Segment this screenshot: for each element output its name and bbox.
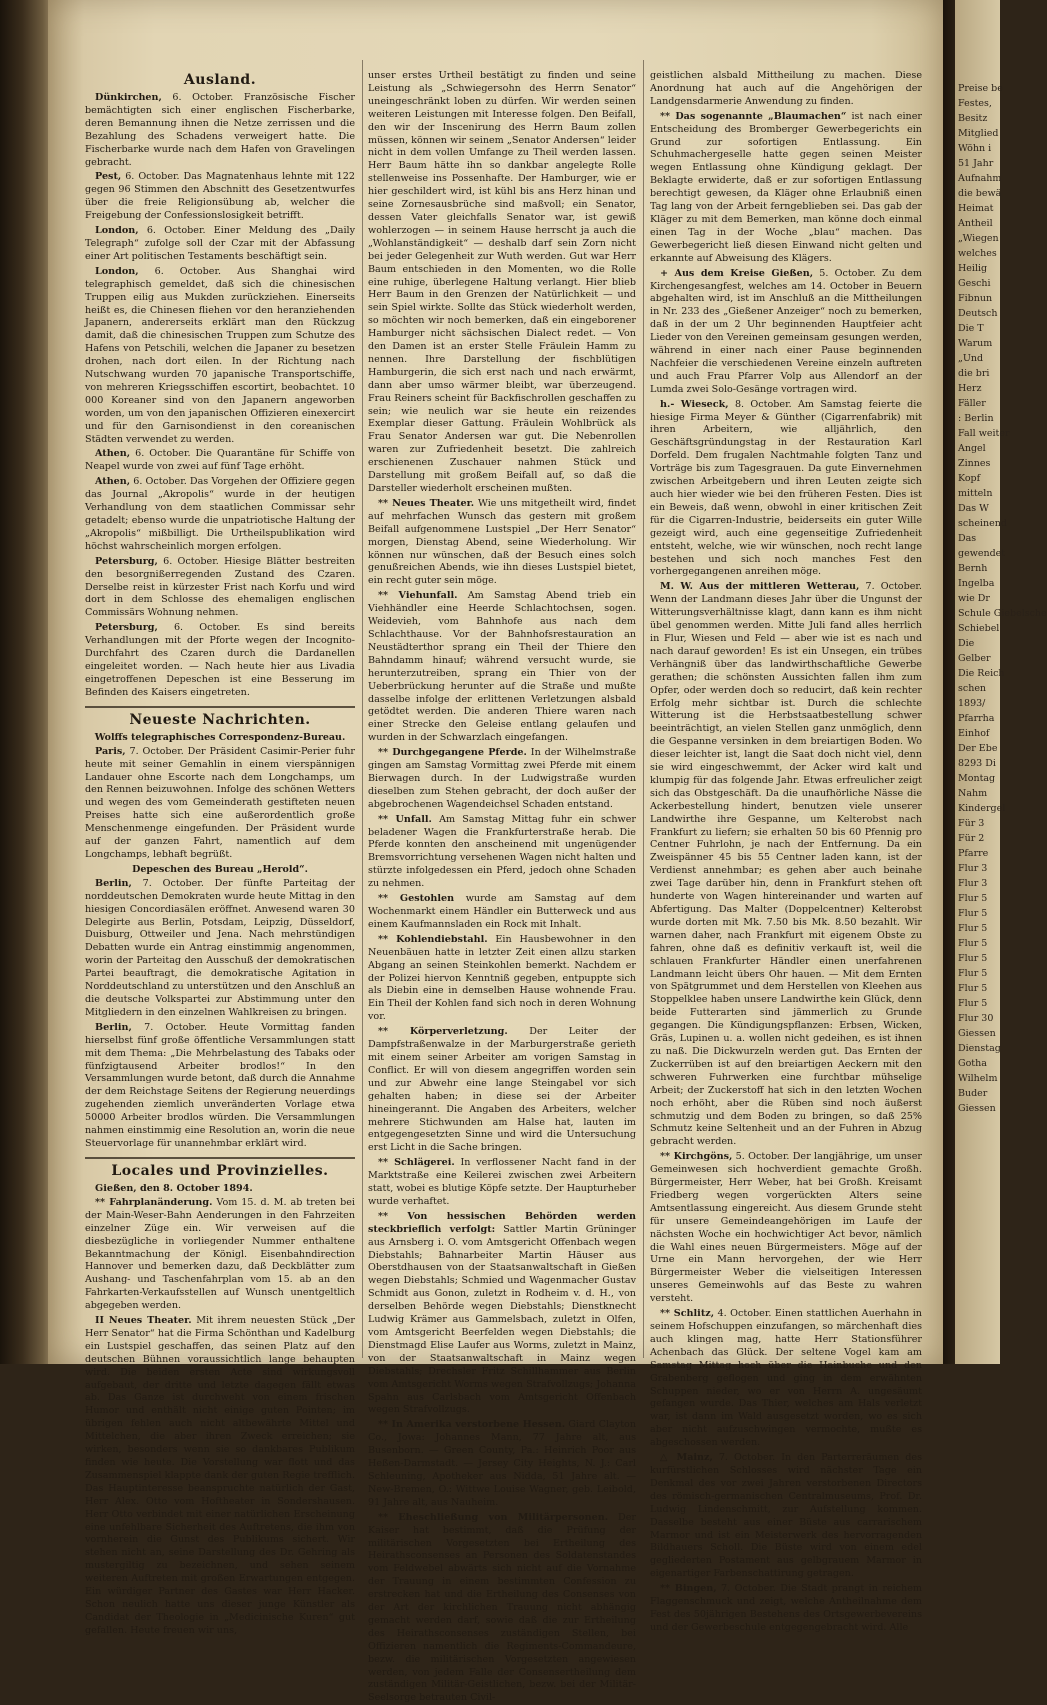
article-text: 7. October. Die Stadt prangt in reichem Flaggenschmuck und zeigt, welche Antheilnahme dem Fest des 50jährigen Bestehens des Ortsgewerbevereins und der Gewerbeschule entgegengebracht wird. Alle [650,1583,922,1633]
article-text: 6. October. Französische Fischer bemächtigten sich einer englischen Fischerbarke, deren Bemannung ihnen die Netze zerrissen und die Bezahlung des Schadens verweigert hatte. Die Fischerbarke wurde nach dem Hafen von Gravelingen gebracht. [85,92,355,168]
article-paragraph [85,878,355,1020]
article-lead: ** Schlitz, [660,1308,715,1320]
article-paragraph [368,814,636,891]
article-lead: ** Eheschließung von Militärpersonen. [378,1511,609,1523]
facing-page-fragment: Besitz [958,113,988,124]
facing-page-fragment: gewendet [958,548,1006,559]
facing-page-fragment: Gelber [958,653,991,664]
article-paragraph [650,581,922,1149]
article-text: Sattler Martin Grüninger aus Arnsberg i. O. vom Amtsgericht Offenbach wegen Diebstahls; Bahnarbeiter Martin Häuser aus Oberstdhausen von der Staatsanwaltschaft in Gießen wegen Diebstahls; Schmied und Wagenmacher Gustav Schmidt aus Gonon, zuletzt in Rodheim v. d. H., von derselben Behörde wegen Diebstahls; Dienstknecht Ludwig Krämer aus Gammelsbach, zuletzt in Olfen, vom Amtsgericht Beerfelden wegen Diebstahls; die Dienstmagd Elise Laufer aus Worms, zuletzt in Mainz, von der Staatsanwaltschaft in Mainz wegen Diebstahls; Drechsler Fritz Schillhammer aus Berlin vom Amtsgericht Worms wegen Strafvollzugs; Johanna Spahn aus Carlsbach vom Amtsgericht Offenbach wegen Strafvollzugs. [368,1223,636,1416]
article-text: 7. October. Der Präsident Casimir-Perier fuhr heute mit seiner Gemahlin in einem vierspännigen Landauer ohne Escorte nach dem Longchamps, um den Rennen beizuwohnen. Infolge des schönen Wetters und wegen des vom Gemeinderath gestifteten neuen Preises hatte sich eine außerordentlich große Menschenmenge eingefunden. Der Präsident wurde auf der ganzen Fahrt, namentlich auf dem Longchamps, lebhaft begrüßt. [85,745,355,860]
article-paragraph [650,399,922,580]
article-paragraph [85,1315,355,1638]
article-text: 7. October. Wenn der Landmann dieses Jahr über die Ungunst der Witterungsverhältnisse klagt, dann kann es ihm nicht übel genommen werden. Mitte Juli fand alles herrlich in Flur, Wiesen und Feld — aber wie ist es nach und nach darauf geworden! Es ist ein Unsegen, ein trübes Verhängniß über das landwirthschaftliche Gewerbe gerathen; die schönsten Aussichten fallen ihm zum Opfer, oder werden doch so reducirt, daß kein rechter Erfolg mehr sichtbar ist. Durch die schlechte Witterung ist die Herbstsaatbestellung schwer beeinträchtigt, an vielen Stellen ganz unmöglich, denn die Gespanne versinken in dem breiartigen Boden. Wo dieser leichter ist, langt die Saat doch nicht viel, denn sie wird eingeschwemmt, der Acker wird kalt und klumpig für das folgende Jahr. Etwas erfreulicher zeigt sich das Obstgeschäft. Da die unaufhörliche Nässe die Ackerbestellung hindert, benutzen viele unserer Landwirthe ihre Gespanne, um Kelterobst nach Frankfurt zu liefern; sie erhalten 50 bis 60 Pfennig pro Centner Fuhrlohn, je nach der Entfernung. Da ein Zweispänner 45 bis 55 Centner laden kann, ist der Verdienst annehmbar; es gehen aber auch beinahe zwei Tage darüber hin, denn in Frankfurt stehen oft hunderte von Wagen hintereinander und warten auf Abfertigung. Das Malter (Doppelcentner) Kelterobst wurde dorten mit Mk. 7.50 bis Mk. 8.50 bezahlt. Wir warnen daher, nach Frankfurt mit eigenem Obste zu fahren, ohne daß es definitiv verkauft ist, weil die schlauen Frankfurter Händler einen unerfahrenen Landmann leicht übers Ohr hauen. — Mit dem Ernten von Spätgrummet und dem Herstellen von Kleehen aus Stoppelklee haben unsere Landwirthe kein Glück, denn beide Futterarten sind jämmerlich zu Grunde gegangen. Die Kündigungspflanzen: Erbsen, Wicken, Gräs, Lupinen u. a. wollen nicht gedeihen, es ist ihnen zu naß. Die Dickwurzeln werden gut. Das Ernten der Zuckerrüben ist auf den breiartigen Aeckern mit den schweren Fuhrwerken eine furchtbar mühselige Arbeit; der Zuckerstoff hat sich in den letzten Wochen noch erhöht, aber die Rüben sind noch äußerst schmutzig und dem Boden zu bringen, so daß 25% Schmutz keine Seltenheit und an der Fuhren in Abzug gebracht werden. [650,581,922,1148]
article-paragraph [368,70,636,496]
article-lead: ** In Amerika verstorbene Hessen. [378,1419,566,1431]
article-paragraph [368,498,636,588]
article-text: Am Samstag Mittag fuhr ein schwer beladener Wagen die Frankfurterstraße herab. Die Pferde konnten den anscheinend mit ungenügender Bremsvorrichtung versehenen Wagen nicht halten und stürzte infolgedessen ein Pferd, jedoch ohne Schaden zu nehmen. [368,813,636,890]
facing-page-fragment: Angel [958,443,986,454]
article-paragraph [650,111,922,266]
article-lead: London, [95,225,139,237]
facing-page-fragment: Fall weiter [958,428,1010,439]
article-paragraph [85,1022,355,1151]
article-text: 6. October. Die Quarantäne für Schiffe von Neapel wurde von zwei auf fünf Tage erhöht. [85,448,355,473]
facing-page-fragment: : Berlin [958,413,994,424]
article-text: Ein Hausbewohner in den Neuenbäuen hatte in letzter Zeit einen allzu starken Abgang an seinen Steinkohlen bemerkt. Nachdem er der Polizei hiervon Kenntniß gegeben, entpuppte sich als Diebin eine in demselben Hause wohnende Frau. Ein Theil der Kohlen fand sich noch in deren Wohnung vor. [368,933,636,1023]
facing-page-fragment: Warum [958,338,993,349]
article-paragraph [85,225,355,264]
article-text: geistlichen alsbald Mittheilung zu machen. Diese Anordnung hat auch auf die Angehörigen der Landgensdarmerie Anwendung zu finden. [650,70,922,107]
article-paragraph [368,590,636,745]
article-lead: h.- Wieseck, [660,398,729,410]
facing-page-fragment: Deutsch [958,308,998,319]
facing-page-fragment: Flur 3 [958,878,988,889]
facing-page-fragment: welches [958,248,997,259]
facing-page-fragment: Wöhn i [958,143,992,154]
article-text: 7. October. Der fünfte Parteitag der norddeutschen Demokraten wurde heute Mittag in den hiesigen Concordiasälen eröffnet. Anwesend waren 30 Delegirte aus Berlin, Potsdam, Leipzig, Düsseldorf, Duisburg, Ottweiler und Jena. Nach mehrstündigen Debatten wurde ein Antrag einstimmig angenommen, worin der Parteitag den Ausschuß der demokratischen Partei beauftragt, die demokratische Agitation in Norddeutschland zu unterstützen und den Anschluß an die deutsche Volkspartei zur Abstimmung unter den Mitgliedern in den einzelnen Wahlkreisen zu bringen. [85,877,356,1018]
article-paragraph [85,476,355,553]
facing-page-fragment: mitteln [958,488,993,499]
article-paragraph [368,1211,636,1418]
facing-page-fragment: Nahm [958,788,988,799]
section-heading: Ausland. [183,72,257,88]
facing-page-fragment: Die [958,638,975,649]
facing-page-fragment: Fibnun [958,293,993,304]
article-text: Der Leiter der Dampfstraßenwalze in der Marburgerstraße gerieth mit einem seiner Arbeiter am vorigen Samstag in Conflict. Er will von diesem angegriffen worden sein und zur Abwehr eine lange Steingabel vor sich gehalten haben; in diese sei der Arbeiter hineingerannt. Die Angaben des Arbeiters, welcher mehrere Stichwunden am Halse hat, lauten im entgegengesetzten Sinne und wird die Untersuchung erst Licht in die Sache bringen. [368,1026,636,1154]
facing-page-fragment: Einhof [958,728,990,739]
facing-page-fragment: Flur 30 [958,1013,994,1024]
article-paragraph [368,747,636,812]
article-paragraph [85,556,355,621]
article-lead: ** Bingen, [660,1583,717,1595]
subsection-heading: Depeschen des Bureau „Herold“. [132,863,308,875]
article-paragraph [85,92,355,169]
article-lead: Petersburg, [95,622,158,634]
article-text: In verflossener Nacht fand in der Marktstraße eine Keilerei zwischen zwei Arbeitern statt, wobei es blutige Köpfe setzte. Der Haupturheber wurde verhaftet. [368,1157,636,1207]
article-text: 7. October. Heute Vormittag fanden hierselbst fünf große öffentliche Versammlungen statt mit dem Thema: „Die Mehrbelastung des Tabaks oder fünfzigtausend Arbeiter brodlos!“ In den Versammlungen wurde betont, daß durch die Annahme der dem Reichstage Seitens der Regierung neuerdings zugehenden ziemlich unveränderten Vorlage etwa 50000 Arbeiter brodlos würden. Die Versammlungen nahmen einstimmig eine Resolution an, worin die neue Steuervorlage für unannehmbar erklärt wird. [85,1021,355,1149]
article-paragraph [368,1157,636,1209]
article-lead: + Aus dem Kreise Gießen, [660,267,814,279]
article-lead: ** Das sogenannte „Blaumachen“ [660,110,847,122]
article-lead: ** Durchgegangene Pferde. [378,747,527,759]
facing-page-fragment: Flur 5 [958,893,988,904]
facing-page-fragment: Dienstag [958,1043,1001,1054]
facing-page-fragment: Herz [958,383,982,394]
article-paragraph [368,934,636,1024]
section-heading: Neueste Nachrichten. [129,711,311,728]
facing-page-fragment: Für 3 [958,818,985,829]
facing-page-fragment: Das [958,533,977,544]
facing-page-fragment: Aufnahm [958,173,1002,184]
article-lead: Athen, [95,476,131,488]
facing-page-fragment: Der Ebe [958,743,998,754]
article-text: Wie uns mitgetheilt wird, findet auf mehrfachen Wunsch das gestern mit großem Beifall aufgenommene Lustspiel „Der Herr Senator“ morgen, Dienstag Abend, seine Wiederholung. Wir können nur wünschen, daß der Besuch eines solch genußreichen Abends, wie ihn dieses Lustspiel bietet, ein recht guter sein möge. [368,497,636,587]
column-rule [362,60,363,1358]
facing-page-fragment: Pfarrha [958,713,995,724]
column-1 [85,70,356,1636]
article-lead: ** Körperverletzung. [378,1026,508,1038]
facing-page-fragment: Giessen [958,1103,996,1114]
facing-page-fragment: Gotha [958,1058,987,1069]
facing-page-fragment: Pfarre [958,848,989,859]
facing-page-fragment: Montag [958,773,996,784]
facing-page-fragment: Buder [958,1088,988,1099]
article-paragraph [650,70,922,109]
facing-page-fragment: Wilhelm [958,1073,998,1084]
article-text: 4. October. Einen stattlichen Auerhahn in seinem Hofschuppen einzufangen, so märchenhaft dies auch klingen mag, hatte Herr Stationsführer Achenbach das Glück. Der seltene Vogel kam am Samstag Mittag hoch über die Hainbuche und den Grabenberg geflogen und ging in dem erwähnten Schuppen nieder, wo er von Herrn A. ungesäumt gefangen wurde. Das Thier, welches am Hals verletzt war, ist dann im Wald ausgesetzt worden, wo es sich aber nicht aufzuschwingen vermochte, mußte es abgeschossen werden. [650,1308,922,1449]
article-lead: ** Kohlendiebstahl. [378,933,488,945]
article-paragraph [650,1452,922,1581]
facing-page-fragment: Preise be [958,83,1003,94]
facing-page-fragment: Flur 5 [958,998,988,1009]
article-text: In der Wilhelmstraße gingen am Samstag Vormittag zwei Pferde mit einem Bierwagen durch. In der Ludwigstraße wurden dieselben zum Stehen gebracht, der doch außer der abgebrochenen Wagendeichsel Schaden entstand. [368,747,636,810]
article-lead: ** Neues Theater. [378,497,475,509]
page-gutter [943,0,955,1364]
facing-page-fragment: Flur 5 [958,968,988,979]
section-separator [85,1157,355,1159]
article-paragraph [85,171,355,223]
dateline: Gießen, den 8. October 1894. [95,1182,253,1194]
section-separator [85,706,355,708]
article-paragraph [368,893,636,932]
article-text: ist nach einer Entscheidung des Bromberger Gewerbegerichts ein Grund zur sofortigen Entlassung. Ein Schuhmachergeselle hatte gegen seinen Meister wegen Entlassung ohne Kündigung geklagt. Der Beklagte erwiderte, daß er zur sofortigen Entlassung berechtigt gewesen, da Kläger ohne Erlaubniß einen Tag lang von der Arbeit ferngeblieben sei. Das gab der Kläger zu mit dem Bemerken, man könne doch einmal einen Tag in der Woche „blau“ machen. Das Gewerbegericht ließ diesen Einwand nicht gelten und erkannte auf Abweisung des Klägers. [650,110,922,264]
article-lead: M. W. Aus der mittleren Wetterau, [660,581,860,593]
article-paragraph [650,1583,922,1635]
article-text: 8. October. Am Samstag feierte die hiesige Firma Meyer & Günther (Cigarrenfabrik) mit ihren Arbeitern, wie alljährlich, den Geschäftsgründungstag in der Restauration Karl Dorfeld. Dem frugalen Nachtmahle folgten Tanz und Vorträge bis zum Tagesgrauen. Da gute Einvernehmen zwischen Arbeitgebern und ihren Leuten zeigte sich auch hier wieder wie bei den früheren Festen. Dies ist ein Beweis, daß wenn, obwohl in einer kritischen Zeit für die Cigarren-Industrie, beiderseits ein guter Wille gezeigt wird, auch eine gegenseitige Zufriedenheit entsteht, welche, wie wir wünschen, noch recht lange bestehen und sich noch manches Fest den vorhergegangenen anreihen möge. [650,398,922,578]
article-lead: London, [95,265,139,277]
article-lead: Paris, [95,745,126,757]
facing-page-fragment: Kopf [958,473,981,484]
facing-page-fragment: Geschi [958,278,991,289]
article-paragraph [368,1512,636,1705]
facing-page-fragment: Zinnes [958,458,991,469]
facing-page-fragment: Festes, [958,98,992,109]
article-lead: ** Fahrplanänderung. [95,1196,213,1208]
article-lead: ** Kirchgöns, [660,1151,733,1163]
article-paragraph [650,1308,922,1450]
article-lead: Pest, [95,171,122,183]
article-paragraph [368,1026,636,1155]
facing-page-fragment: scheinend [958,518,1007,529]
article-text: Giard Clayton Co., Jowa: Johannes Mann, 77 Jahre alt, aus Busenborn. — Green County, Pa.: Heinrich Poor aus Heßen-Darmstadt. — Jersey City Heights, N. J.: Carl Schleuning, Apotheker aus Nidda, 51 Jahre alt. — New-Bremen, O.: Wittwe Louise Wagner, geb. Leibold, 91 Jahre alt, aus Nauheim. [368,1419,637,1508]
article-lead: Petersburg, [95,555,158,567]
article-lead: Dünkirchen, [95,92,162,103]
facing-page-fragment: Die T [958,323,984,334]
facing-page-fragment: Giessen [958,1028,996,1039]
facing-page-fragment: Flur 5 [958,938,988,949]
article-paragraph [650,268,922,397]
facing-page-fragment: Kindergel [958,803,1006,814]
article-text: 6. October. Das Vorgehen der Offiziere gegen das Journal „Akropolis“ wurde in der heutigen Verhandlung von dem staatlichen Commissar sehr getadelt; ebenso wurde die unpatriotische Haltung der „Akropolis“ mißbilligt. Die Urtheilspublikation wird höchst wahrscheinlich morgen erfolgen. [85,476,355,552]
article-text: 6. October. Hiesige Blätter bestreiten den besorgnißerregenden Zustand des Czaren. Derselbe reist in kürzester Frist nach Korfu und wird dort in dem Schlosse des ehemaligen englischen Commissärs Wohnung nehmen. [85,555,355,619]
facing-page-fragment: Flur 5 [958,983,988,994]
article-lead: ** Gestohlen [378,893,455,905]
facing-page-fragment: 1893/ [958,698,986,709]
facing-page-fragment: Heilig [958,263,988,274]
facing-page-fragment: „Wiegen [958,233,999,244]
article-paragraph [650,1151,922,1306]
article-lead: ** Schlägerei. [378,1157,455,1169]
article-text: 6. October. Es sind bereits Verhandlungen mit der Pforte wegen der Incognito-Durchfahrt des Czaren durch die Dardanellen eingeleitet worden. — Nach heute hier aus Livadia eingetroffenen Depeschen ist eine Besserung im Befinden des Kaisers eingetreten. [85,622,355,698]
article-lead: Berlin, [95,1021,132,1033]
article-text: Am Samstag Abend trieb ein Viehhändler eine Heerde Schlachtochsen, sogen. Weidevieh, vom Bahnhofe aus nach dem Schlachthause. Vor der Bahnhofsrestauration an Neustädterthor sprang ein Theil der Thiere den Bahndamm hinauf; während versucht wurde, sie herunterzutreiben, sprang ein Thier von der Ueberbrückung herunter auf die Straße und mußte dasselbe infolge der erlittenen Verletzungen alsbald getödtet werden. Die anderen Thiere waren nach einer Strecke den Geleise entlang gelaufen und wurden in der Schwarzlach eingefangen. [368,590,637,744]
article-text: Mit ihrem neuesten Stück „Der Herr Senator“ hat die Firma Schönthan und Kadelburg ein Lustspiel geschaffen, das seinen Platz auf den deutschen Bühnen voraussichtlich lange behaupten wird. Die beiden ersten Acte sind wirkungsvoll aufgebaut, der dritte und letzte dagegen fällt etwas ab. Das Ganze ist durchweht von einem frischen Humor und enthält nicht einige guten Pointen; im übrigen fehlen auch nicht altbewährte Mittel und Mittelchen, die aber ihren Zweck erreichen; sie wirken, besonders wenn sie so dankbares Publikum finden wie heute. Die Vorstellung war flott und das Zusammenspiel klappte dank der guten Regie trefflich. Das Hauptinteresse beanspruchte natürlich der Gast, Herr Alex. Otto vom Hoftheater in Sondershausen. Herr Otto verbindet mit einer natürlichen Erscheinung eine unfehlbare Sicherheit des Auftretens, die ihm von vornherein die Gunst des Publikums sichert. Wir stehen nicht an, seine Darstellung des Dr. Gehring als mustergiltig zu bezeichnen, und sehen seinem weiteren Auftreten mit großen Erwartungen entgegen. Ein würdiger Partner des Gastes war Herr Hacker. Schon neulich hatte uns dieser junge Künstler als Candidat der Theologie in „Medicinische Kuren“ gut gefallen. Heute freuen wir uns, [85,1315,356,1636]
article-text: 6. October. Das Magnatenhaus lehnte mit 122 gegen 96 Stimmen den Abschnitt des Gesetzentwurfes über die freie Religionsübung ab, welcher die Freigebung der Confessionslosigkeit betrifft. [85,171,355,222]
article-text: unser erstes Urtheil bestätigt zu finden und seine Leistung als „Schwiegersohn des Herrn Senator“ uneingeschränkt loben zu dürfen. Wir werden seinen weiteren Leistungen mit Interesse folgen. Den Beifall, den wir der Inscenirung des Herrn Baum zollen müssen, können wir seinem „Senator Andersen“ leider nicht in dem vollen Umfange zu Theil werden lassen. Herr Baum hätte ihn so dankbar angelegte Rolle stellenweise ins Possenhafte. Der Hamburger, wie er hier geschildert wird, ist kühl bis ans Herz hinan und seine Zornesausbrüche sind maßvoll; ein Senator, dessen Vater gleichfalls Senator war, ist gewiß wohlerzogen — in seinem Hause herrscht ja auch die „Wohlanständigkeit“ — deshalb darf sein Zorn nicht bei jeder Gelegenheit zur Wuth werden. Gut war Herr Baum entschieden in den Momenten, wo die Rolle eine ruhige, überlegene Haltung verlangt. Hier blieb Herr Baum in den Grenzen der Natürlichkeit — und sein Spiel wirkte. Sollte das Stück wiederholt werden, so möchten wir noch bemerken, daß ein eingeborener Hamburger nicht sächsischen Dialect redet. — Von den Damen ist an erster Stelle Fräulein Hamm zu nennen. Ihre Darstellung der fischblütigen Hamburgerin, die sich erst nach und nach erwärmt, dann aber umso wärmer bleibt, war überzeugend. Frau Reiners scheint für Backfischrollen geschaffen zu sein; wie neulich war sie heute ein reizendes Exemplar dieser Gattung. Fräulein Wohlbrück als Frau Senator Andersen war gut. Die Nebenrollen waren zur Zufriedenheit besetzt. Die zahlreich erschienenen Zuschauer nahmen Stück und Darstellung mit großem Beifall auf, so daß die Darsteller wiederholt erscheinen mußten. [368,70,636,494]
facing-page-fragment: Das W [958,503,989,514]
article-text: wurde am Samstag auf dem Wochenmarkt einem Händler ein Butterweck und aus einem Kaufmannsladen ein Rock mit Inhalt. [368,893,636,930]
facing-page-fragment: schen [958,683,987,694]
facing-page-fragment: Flur 5 [958,923,988,934]
facing-page-fragment: 8293 Di [958,758,996,769]
facing-page-fragment: Schule Giebelsche [958,608,1047,619]
facing-page-fragment: die bewä [958,188,1002,199]
facing-page-fragment: die bri [958,368,990,379]
article-lead: ** Viehunfall. [378,590,458,602]
column-rule [643,60,644,1358]
column-3 [650,70,922,1633]
article-text: 5. October. Der langjährige, um unser Gemeinwesen sich hochverdient gemachte Großh. Bürgermeister, Herr Weber, hat bei Großh. Kreisamt Friedberg wegen vorgerückten Alters seine Amtsentlassung eingereicht. Aus diesem Grunde steht für unsere Gemeindeangehörigen im Laufe der nächsten Woche ein hochwichtiger Act bevor, nämlich die Wahl eines neuen Bürgermeisters. Möge auf der Urne ein Mann hervorgehen, der wie Herr Bürgermeister Weber die vielseitigen Interessen unseres Gemeinwohls auf das Beste zu wahren versteht. [650,1151,922,1305]
article-text: 6. October. Einer Meldung des „Daily Telegraph“ zufolge soll der Czar mit der Abfassung einer Art politischen Testaments beschäftigt sein. [85,225,355,262]
book-spine [0,0,50,1364]
facing-page-fragment: „Und [958,353,984,364]
article-paragraph [85,1197,355,1313]
facing-page-fragment: Schiebel [958,623,1000,634]
article-lead: ** Unfall. [378,813,432,825]
article-paragraph [85,746,355,862]
article-lead: Athen, [95,448,131,460]
facing-page-fragment: 51 Jahr [958,158,994,169]
article-text: 7. October. In den Parterreräumen des kurfürstlichen Schlosses wird nächster Tage ein Denkmal des vor zwei Jahren verstorbenen Directors des römisch-germanischen Centralmuseums, Prof. Dr. Ludwig Lindenschmitt, zur Aufstellung kommen. Dasselbe besteht aus einer Büste aus carrarischem Marmor und ist ein Meisterwerk des hervorragenden Bildhauers Scholl. Die Büste wird von einem edel gegliederten Postament aus gelbgrauem Marmor in eigenartiger Farbenschattirung getragen. [650,1452,922,1580]
article-text: Der Kaiser hat bestimmt, daß die Prüfung der militärischen Vorgesetzten bei Ertheilung des Heirathsconsenses an Personen des Soldatenstandes vom Feldwebel abwärts sich nicht auf die Vornahme der Trauung in einem bestimmten Confession zu erstrecken hat und die Ertheilung des Consenses von der Art der kirchlichen Trauung nicht abhängig gemacht werden darf, sowie daß die zur Ertheilung des Heirathsconsenses zuständigen Stellen, bei Offizieren namentlich die Regiments-Commandeure, bezw. die militärischen Vorgesetzten angewiesen werden, von jedem Falle der Consensertheilung dem zuständigen Militär-Geistlichen, bezw. bei der Militär-Seelsorge betrauten Civil- [368,1511,636,1704]
facing-page-fragment: Flur 5 [958,908,988,919]
facing-page-fragment: Fäller [958,398,986,409]
article-lead: △ Mainz, [660,1452,713,1464]
facing-page-fragment: Mitglied [958,128,999,139]
section-heading: Locales und Provinzielles. [111,1162,329,1179]
facing-page-fragment: Die Reich [958,668,1005,679]
article-lead: Berlin, [95,877,132,889]
facing-page-fragment: Ingelba [958,578,995,589]
facing-page-fragment: Heimat [958,203,994,214]
article-paragraph [85,448,355,474]
column-2 [368,70,637,1704]
article-paragraph [368,1419,636,1509]
facing-page-fragment: Bernh [958,563,988,574]
article-text: 6. October. Aus Shanghai wird telegraphisch gemeldet, daß sich die chinesischen Truppen eilig aus Mukden zurückziehen. Einerseits heißt es, die Chinesen fliehen vor den heranziehenden Japanern, andererseits erklärt man den Rückzug damit, daß die chinesischen Truppen zum Schutze des Hafens von Petschili, welchen die Japaner zu besetzen drohen, nach dort eilen. In der Richtung nach Nutschwang wurden 70 japanische Transportschiffe, von mehreren Kriegsschiffen escortirt, beobachtet. 10 000 Koreaner sind von den Japanern angeworben worden, um von den japanischen Offizieren einexercirt und für den Garnisondienst in den coreanischen Städten verwendet zu werden. [85,265,355,445]
facing-page-fragment: Flur 3 [958,863,988,874]
facing-page-fragment: Für 2 [958,833,985,844]
facing-page-fragment: Antheil [958,218,993,229]
article-text: Vom 15. d. M. ab treten bei der Main-Weser-Bahn Aenderungen in den Fahrzeiten einzelner Züge ein. Wir verweisen auf die diesbezügliche in vorliegender Nummer enthaltene Bekanntmachung der Königl. Eisenbahndirection Hannover und bemerken dazu, daß Deckblätter zum Aushang- und Taschenfahrplan vom 15. ab an den Fahrkarten-Verkaufsstellen auf Wunsch unentgeltlich abgegeben werden. [85,1196,355,1312]
article-lead: ** Von hessischen Behörden werden steckbrieflich verfolgt: [368,1210,636,1235]
article-text: 5. October. Zu dem Kirchengesangfest, welches am 14. October in Beuern abgehalten wird, ist im Anschluß an die Mittheilungen in Nr. 233 des „Gießener Anzeiger“ noch zu bemerken, daß in der um 2 Uhr beginnenden Hauptfeier acht Lieder von den Vereinen gemeinsam gesungen werden, während in einer nach einer Pause beginnenden Nachfeier die verschiedenen Vereine einzeln auftreten und auch Frau Pfarrer Volp aus Allendorf an der Lumda zwei Solo-Gesänge vortragen wird. [650,267,922,395]
article-lead: II Neues Theater. [95,1315,192,1327]
subsection-heading: Wolffs telegraphisches Correspondenz-Bureau. [94,731,346,743]
article-paragraph [85,622,355,699]
facing-page-fragment: wie Dr [958,593,990,604]
facing-page-fragment: Flur 5 [958,953,988,964]
facing-page-edge [955,0,1047,1364]
article-paragraph [85,266,355,447]
